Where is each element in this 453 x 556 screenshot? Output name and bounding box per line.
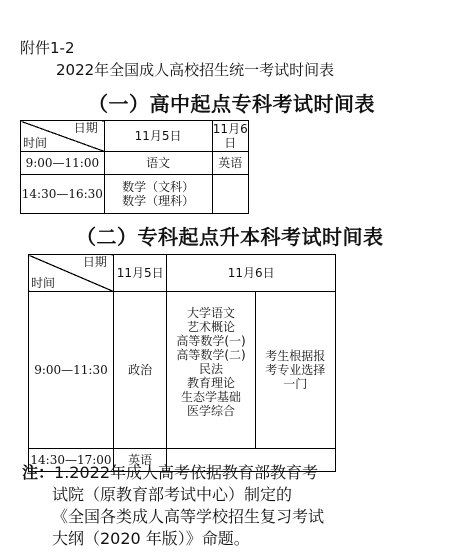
header-day2: 11月6日: [167, 255, 336, 292]
time-cell: 9:00—11:00: [21, 152, 105, 175]
subject-line: 医学综合: [186, 404, 235, 418]
time-cell: 9:00—11:30: [29, 292, 114, 449]
table-row: [21, 152, 249, 175]
subject-line: 数学（理科）: [122, 194, 195, 208]
note-line: 《全国各类成人高等学校招生复习考试: [52, 507, 325, 526]
subject-line: 民法: [198, 362, 223, 376]
schedule-table-2: [28, 254, 336, 472]
document-title: 2022年全国成人高校招生统一考试时间表: [56, 61, 335, 79]
time-cell: 14:30—16:30: [21, 175, 105, 214]
subject-cell: [104, 175, 212, 214]
note-line: 考专业选择: [265, 363, 326, 377]
attachment-label: 附件1-2: [20, 39, 75, 57]
header-day1: 11月5日: [113, 255, 166, 292]
header-day1: 11月5日: [104, 121, 212, 152]
time-cell: 14:30—17:00: [29, 449, 114, 472]
note-line: 考生根据报: [265, 349, 326, 363]
subject-list-cell: [167, 292, 255, 449]
subject-line: 生态学基础: [180, 390, 241, 404]
header-time-label: 时间: [23, 136, 48, 150]
header-day2: 11月6日: [212, 122, 248, 150]
subject-cell: 语文: [104, 152, 212, 175]
note-line: 大纲（2020 年版）》命题。: [52, 529, 250, 548]
header-date-label: 日期: [82, 255, 107, 269]
note-line: 试院（原教育部考试中心）制定的: [52, 485, 293, 504]
header-diagonal-cell: [29, 255, 114, 292]
subject-cell: 英语: [212, 152, 248, 175]
subject-cell: 政治: [113, 292, 166, 449]
table-row: [29, 292, 336, 449]
subject-line: 高等数学(一): [176, 334, 246, 348]
table-row: [21, 175, 249, 214]
subject-line: 艺术概论: [186, 320, 235, 334]
subject-line: 数学（文科）: [122, 180, 195, 194]
header-time-label: 时间: [31, 276, 56, 290]
header-date-label: 日期: [73, 121, 98, 135]
note-label: 注：: [22, 463, 55, 482]
header-diagonal-cell: [21, 121, 105, 152]
subject-cell: 英语: [113, 449, 166, 472]
subject-cell: [212, 175, 248, 214]
note-line: 1.2022年成人高考依据教育部教育考: [54, 463, 319, 482]
subject-line: 高等数学(二): [176, 348, 246, 362]
section2-title: （二）专科起点升本科考试时间表: [76, 225, 384, 249]
subject-line: 大学语文: [186, 306, 235, 320]
note-line: 一门: [283, 377, 308, 391]
choice-note-cell: [255, 292, 335, 449]
footnote: [22, 462, 442, 550]
schedule-table-1: [20, 120, 249, 214]
section1-title: （一）高中起点专科考试时间表: [88, 92, 375, 116]
subject-line: 教育理论: [186, 376, 235, 390]
